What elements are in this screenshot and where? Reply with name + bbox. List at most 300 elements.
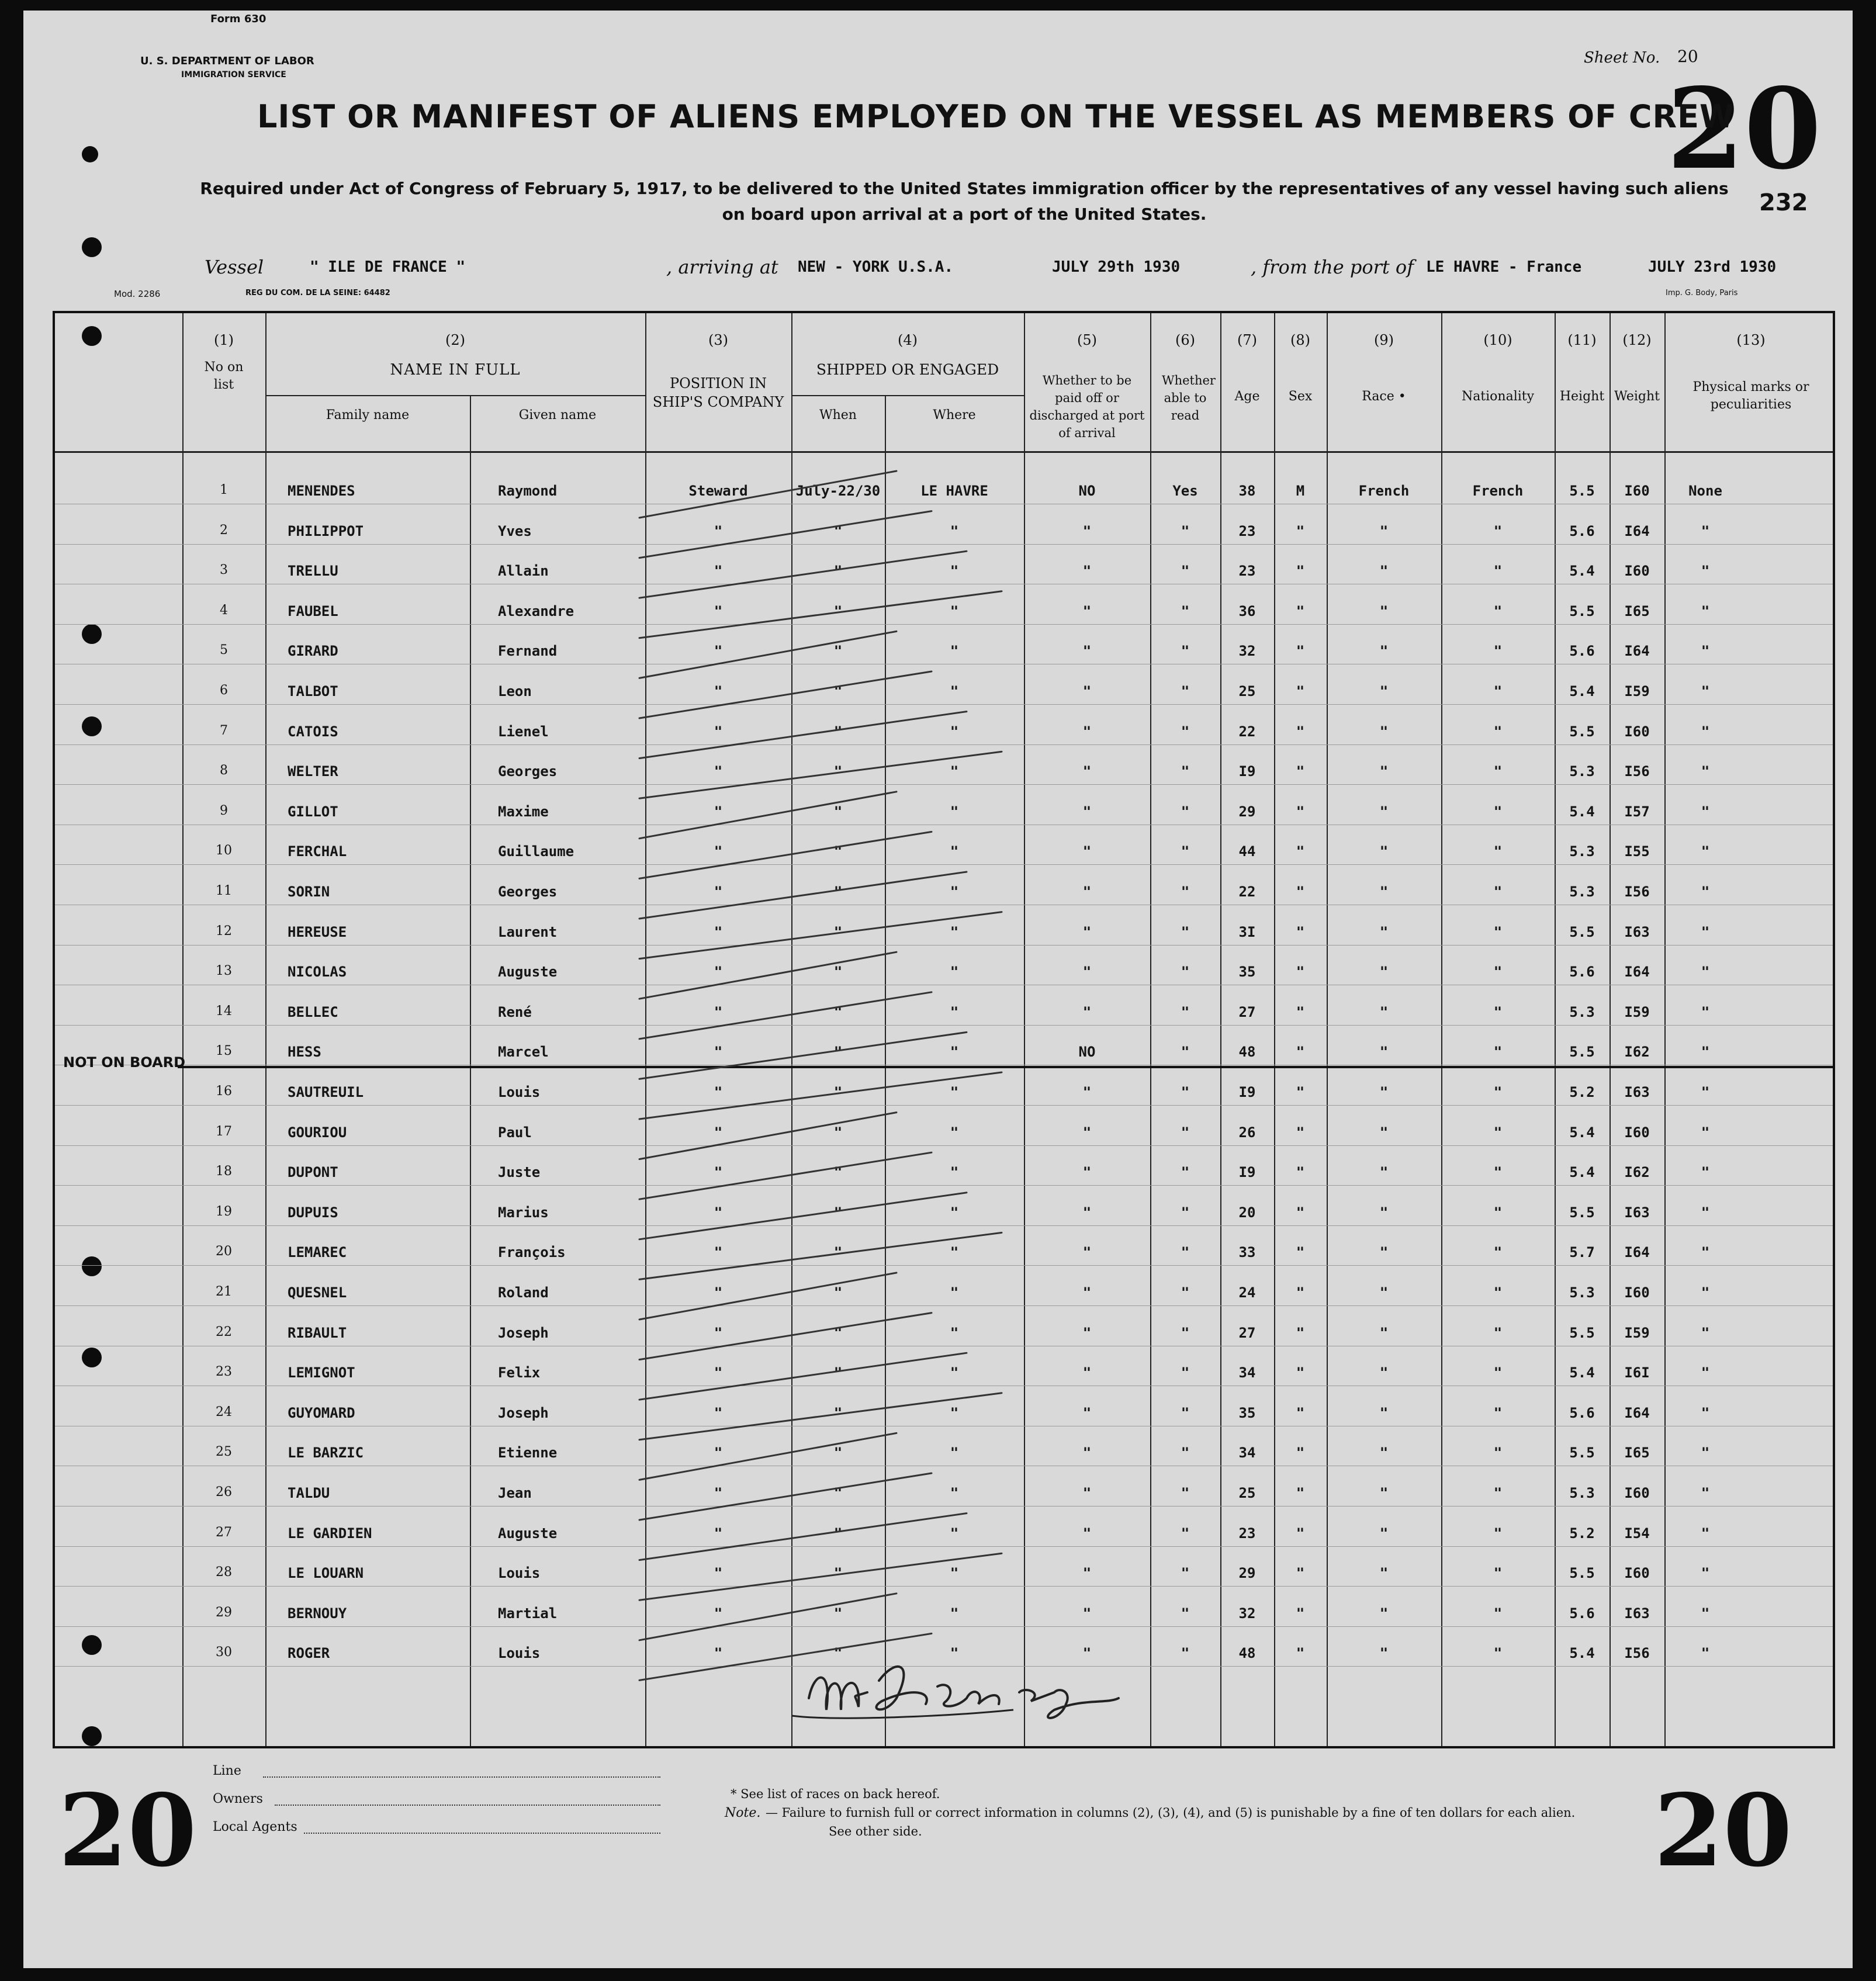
cell-when: " [833, 1044, 843, 1061]
cell-nationality: " [1493, 723, 1503, 740]
cell-weight: I59 [1624, 683, 1650, 699]
cell-race: " [1379, 683, 1389, 699]
cell-weight: I64 [1624, 1404, 1650, 1421]
cell-family: TALDU [288, 1485, 330, 1501]
cell-age: 48 [1238, 1645, 1256, 1662]
cell-nationality: " [1493, 1164, 1503, 1181]
cell-paid: " [1082, 1124, 1092, 1141]
cell-sex: " [1296, 1084, 1305, 1100]
cell-no: 9 [220, 803, 228, 818]
cell-paid: " [1082, 843, 1092, 860]
line-label: Line [213, 1764, 241, 1778]
cell-paid: " [1082, 1084, 1092, 1100]
departure-date: JULY 23rd 1930 [1648, 258, 1777, 276]
cell-weight: I60 [1624, 1124, 1650, 1141]
cell-sex: M [1296, 483, 1305, 499]
cell-sex: " [1296, 884, 1305, 900]
cell-no: 11 [216, 884, 232, 898]
cell-race: " [1379, 1445, 1389, 1461]
cell-given: René [498, 1003, 532, 1020]
cell-no: 13 [216, 964, 232, 979]
col-3-number: (3) [708, 332, 728, 348]
pencil-check [639, 952, 897, 999]
cell-when: " [833, 964, 843, 981]
cell-race: " [1379, 1324, 1389, 1341]
cell-marks: None [1688, 483, 1722, 499]
cell-position: " [714, 1003, 723, 1020]
cell-nationality: " [1493, 1364, 1503, 1381]
cell-marks: " [1701, 683, 1710, 699]
cell-nationality: " [1493, 1204, 1503, 1221]
cell-family: BELLEC [288, 1003, 338, 1020]
cell-race: " [1379, 1485, 1389, 1501]
cell-height: 5.4 [1569, 563, 1595, 580]
pencil-check [639, 1313, 932, 1360]
cell-sex: " [1296, 1044, 1305, 1061]
cell-no: 27 [216, 1525, 232, 1540]
pencil-check [639, 1553, 1002, 1600]
col-4-where-label: Where [933, 408, 976, 422]
cell-position: " [714, 1044, 723, 1061]
cell-age: 29 [1238, 803, 1256, 820]
cell-sex: " [1296, 723, 1305, 740]
pencil-check [639, 792, 897, 839]
cell-read: " [1181, 1485, 1190, 1501]
cell-sex: " [1296, 803, 1305, 820]
cell-given: Martial [498, 1605, 558, 1622]
cell-sex: " [1296, 1364, 1305, 1381]
col-10-label: Nationality [1461, 389, 1535, 404]
cell-paid: " [1082, 1605, 1092, 1622]
cell-given: Maxime [498, 803, 549, 820]
cell-race: " [1379, 1084, 1389, 1100]
agents-rule [304, 1833, 660, 1834]
pencil-check-marks [55, 313, 1837, 1751]
cell-sex: " [1296, 763, 1305, 780]
cell-nationality: " [1493, 964, 1503, 981]
cell-weight: I63 [1624, 923, 1650, 940]
cell-nationality: " [1493, 1485, 1503, 1501]
cell-race: " [1379, 923, 1389, 940]
cell-given: Louis [498, 1565, 541, 1582]
cell-paid: " [1082, 723, 1092, 740]
col-5-number: (5) [1077, 332, 1097, 348]
cell-weight: I63 [1624, 1605, 1650, 1622]
cell-family: GUYOMARD [288, 1404, 355, 1421]
cell-marks: " [1701, 843, 1710, 860]
cell-where: " [950, 1324, 959, 1341]
cell-when: " [833, 1525, 843, 1542]
cell-where: LE HAVRE [920, 483, 988, 499]
cell-paid: " [1082, 643, 1092, 660]
cell-no: 30 [216, 1645, 232, 1660]
cell-family: HESS [288, 1044, 321, 1061]
cell-when: " [833, 803, 843, 820]
officer-signature [780, 1646, 1142, 1745]
cell-race: " [1379, 1565, 1389, 1582]
cell-paid: " [1082, 1445, 1092, 1461]
cell-weight: I65 [1624, 1445, 1650, 1461]
pencil-check [639, 832, 932, 878]
cell-weight: I56 [1624, 1645, 1650, 1662]
cell-family: LE BARZIC [288, 1445, 364, 1461]
cell-family: QUESNEL [288, 1284, 347, 1301]
cell-sex: " [1296, 923, 1305, 940]
cell-sex: " [1296, 1445, 1305, 1461]
cell-weight: I56 [1624, 884, 1650, 900]
department-label: U. S. DEPARTMENT OF LABOR [140, 55, 314, 67]
pencil-check [639, 671, 932, 718]
cell-given: Jean [498, 1485, 532, 1501]
cell-no: 20 [216, 1244, 232, 1259]
cell-height: 5.6 [1569, 1404, 1595, 1421]
cell-marks: " [1701, 1485, 1710, 1501]
cell-weight: I54 [1624, 1525, 1650, 1542]
cell-nationality: " [1493, 683, 1503, 699]
cell-age: 22 [1238, 884, 1256, 900]
pencil-check [639, 912, 1002, 959]
cell-race: " [1379, 843, 1389, 860]
cell-weight: I64 [1624, 522, 1650, 539]
cell-marks: " [1701, 803, 1710, 820]
col-9-label: Race • [1362, 389, 1406, 404]
cell-height: 5.6 [1569, 522, 1595, 539]
cell-position: " [714, 1324, 723, 1341]
cell-nationality: " [1493, 803, 1503, 820]
pencil-check [639, 992, 932, 1039]
cell-nationality: " [1493, 1324, 1503, 1341]
cell-when: " [833, 1565, 843, 1582]
pencil-check [639, 631, 897, 678]
cell-no: 12 [216, 923, 232, 938]
pencil-check [639, 591, 1002, 638]
cell-where: " [950, 884, 959, 900]
cell-family: DUPUIS [288, 1204, 338, 1221]
vessel-value: " ILE DE FRANCE " [310, 258, 466, 276]
cell-family: FAUBEL [288, 602, 338, 619]
cell-sex: " [1296, 1605, 1305, 1622]
cell-no: 1 [220, 483, 228, 497]
cell-nationality: " [1493, 843, 1503, 860]
cell-age: 20 [1238, 1204, 1256, 1221]
cell-height: 5.4 [1569, 1124, 1595, 1141]
cell-no: 26 [216, 1485, 232, 1499]
cell-paid: " [1082, 1565, 1092, 1582]
arriving-value: NEW - YORK U.S.A. [798, 258, 954, 276]
cell-read: " [1181, 1204, 1190, 1221]
cell-weight: I60 [1624, 1485, 1650, 1501]
cell-age: 35 [1238, 964, 1256, 981]
cell-height: 5.5 [1569, 923, 1595, 940]
cell-when: " [833, 1485, 843, 1501]
cell-when: " [833, 763, 843, 780]
cell-marks: " [1701, 1284, 1710, 1301]
cell-nationality: " [1493, 522, 1503, 539]
cell-sex: " [1296, 1164, 1305, 1181]
cell-marks: " [1701, 1324, 1710, 1341]
page-title: LIST OR MANIFEST OF ALIENS EMPLOYED ON THE VESSEL AS MEMBERS OF CREW [257, 98, 1735, 135]
col-4-number: (4) [898, 332, 918, 348]
cell-where: " [950, 1284, 959, 1301]
cell-height: 5.2 [1569, 1084, 1595, 1100]
mod-number: Mod. 2286 [114, 289, 161, 299]
cell-when: " [833, 1324, 843, 1341]
arriving-label: , arriving at [666, 256, 778, 278]
cell-given: Laurent [498, 923, 558, 940]
cell-nationality: " [1493, 1565, 1503, 1582]
cell-read: " [1181, 884, 1190, 900]
cell-paid: " [1082, 563, 1092, 580]
cell-no: 2 [220, 522, 228, 538]
cell-read: " [1181, 602, 1190, 619]
cell-where: " [950, 643, 959, 660]
cell-where: " [950, 1525, 959, 1542]
cell-race: " [1379, 1244, 1389, 1261]
cell-family: PHILIPPOT [288, 522, 364, 539]
cell-read: " [1181, 1324, 1190, 1341]
cell-age: 23 [1238, 1525, 1256, 1542]
cell-no: 22 [216, 1324, 232, 1339]
cell-no: 8 [220, 763, 228, 778]
pencil-check [639, 551, 967, 598]
vessel-label: Vessel [205, 256, 264, 278]
cell-age: 36 [1238, 602, 1256, 619]
cell-marks: " [1701, 1164, 1710, 1181]
pencil-check [639, 471, 897, 518]
cell-paid: " [1082, 1204, 1092, 1221]
cell-where: " [950, 1605, 959, 1622]
cell-family: FERCHAL [288, 843, 347, 860]
col-1-label: No on list [204, 360, 244, 392]
cell-sex: " [1296, 1204, 1305, 1221]
cell-height: 5.6 [1569, 964, 1595, 981]
cell-position: " [714, 1284, 723, 1301]
pencil-check [639, 1393, 1002, 1440]
col-2-number: (2) [445, 332, 465, 348]
cell-read: " [1181, 843, 1190, 860]
cell-age: 25 [1238, 683, 1256, 699]
cell-nationality: " [1493, 884, 1503, 900]
cell-marks: " [1701, 1084, 1710, 1100]
pencil-check [639, 1072, 1002, 1119]
cell-where: " [950, 1485, 959, 1501]
cell-paid: NO [1078, 483, 1096, 499]
cell-height: 5.5 [1569, 1565, 1595, 1582]
cell-height: 5.2 [1569, 1525, 1595, 1542]
cell-paid: " [1082, 1525, 1092, 1542]
cell-age: I9 [1238, 1084, 1256, 1100]
cell-race: " [1379, 964, 1389, 981]
cell-race: " [1379, 1364, 1389, 1381]
cell-where: " [950, 723, 959, 740]
binder-hole [82, 146, 98, 162]
cell-when: " [833, 1284, 843, 1301]
cell-position: Steward [688, 483, 748, 499]
cell-age: 23 [1238, 522, 1256, 539]
required-line-2: on board upon arrival at a port of the United States. [722, 205, 1207, 224]
cell-given: Leon [498, 683, 532, 699]
cell-read: " [1181, 964, 1190, 981]
cell-position: " [714, 602, 723, 619]
cell-family: SAUTREUIL [288, 1084, 364, 1100]
cell-paid: " [1082, 1284, 1092, 1301]
from-port-label: , from the port of [1251, 256, 1414, 278]
cell-family: MENENDES [288, 483, 355, 499]
cell-where: " [950, 843, 959, 860]
footer-big-number-right: 20 [1654, 1772, 1792, 1889]
cell-race: " [1379, 1284, 1389, 1301]
col-6-number: (6) [1175, 332, 1195, 348]
cell-position: " [714, 1124, 723, 1141]
cell-given: Joseph [498, 1324, 549, 1341]
cell-marks: " [1701, 964, 1710, 981]
cell-read: " [1181, 522, 1190, 539]
cell-marks: " [1701, 1445, 1710, 1461]
cell-age: 23 [1238, 563, 1256, 580]
cell-race: " [1379, 1525, 1389, 1542]
owners-label: Owners [213, 1792, 263, 1806]
cell-given: Auguste [498, 964, 558, 981]
cell-paid: " [1082, 1485, 1092, 1501]
cell-weight: I60 [1624, 723, 1650, 740]
cell-where: " [950, 923, 959, 940]
cell-paid: " [1082, 602, 1092, 619]
cell-sex: " [1296, 964, 1305, 981]
cell-age: 22 [1238, 723, 1256, 740]
col-8-number: (8) [1290, 332, 1310, 348]
cell-where: " [950, 1124, 959, 1141]
cell-race: " [1379, 1044, 1389, 1061]
pencil-check [639, 1433, 897, 1480]
cell-position: " [714, 1084, 723, 1100]
col-11-number: (11) [1567, 332, 1597, 348]
cell-read: " [1181, 1445, 1190, 1461]
cell-weight: I60 [1624, 483, 1650, 499]
col-2-given-label: Given name [518, 408, 597, 422]
cell-age: 48 [1238, 1044, 1256, 1061]
cell-where: " [950, 1164, 959, 1181]
cell-when: " [833, 563, 843, 580]
cell-race: " [1379, 803, 1389, 820]
cell-height: 5.6 [1569, 643, 1595, 660]
col-13-number: (13) [1736, 332, 1766, 348]
cell-read: " [1181, 803, 1190, 820]
cell-no: 16 [216, 1084, 232, 1099]
cell-marks: " [1701, 1204, 1710, 1221]
cell-paid: " [1082, 1404, 1092, 1421]
cell-position: " [714, 522, 723, 539]
col-12-label: Weight [1614, 389, 1660, 404]
cell-paid: " [1082, 1164, 1092, 1181]
col-8-label: Sex [1288, 389, 1313, 404]
cell-no: 24 [216, 1404, 232, 1419]
cell-nationality: " [1493, 1124, 1503, 1141]
cell-no: 3 [220, 563, 228, 578]
cell-family: NICOLAS [288, 964, 347, 981]
cell-read: " [1181, 1525, 1190, 1542]
cell-height: 5.4 [1569, 1164, 1595, 1181]
pencil-check [639, 1594, 897, 1640]
cell-nationality: " [1493, 1525, 1503, 1542]
cell-weight: I63 [1624, 1204, 1650, 1221]
required-line-1: Required under Act of Congress of February 5, 1917, to be delivered to the United States immigration officer by the representatives of any vessel having such aliens [200, 179, 1729, 198]
cell-height: 5.4 [1569, 1645, 1595, 1662]
cell-sex: " [1296, 1324, 1305, 1341]
cell-when: " [833, 1244, 843, 1261]
cell-position: " [714, 1525, 723, 1542]
cell-family: DUPONT [288, 1164, 338, 1181]
cell-weight: I62 [1624, 1164, 1650, 1181]
cell-family: GILLOT [288, 803, 338, 820]
cell-position: " [714, 964, 723, 981]
arrival-date: JULY 29th 1930 [1052, 258, 1181, 276]
cell-no: 25 [216, 1445, 232, 1460]
cell-weight: I59 [1624, 1003, 1650, 1020]
pencil-check [639, 872, 967, 919]
cell-where: " [950, 1244, 959, 1261]
cell-nationality: " [1493, 1404, 1503, 1421]
cell-paid: " [1082, 964, 1092, 981]
cell-sex: " [1296, 1124, 1305, 1141]
cell-paid: " [1082, 683, 1092, 699]
cell-given: Etienne [498, 1445, 558, 1461]
cell-given: Marcel [498, 1044, 549, 1061]
cell-weight: I62 [1624, 1044, 1650, 1061]
cell-race: " [1379, 723, 1389, 740]
cell-when: " [833, 1404, 843, 1421]
registration-number: REG DU COM. DE LA SEINE: 64482 [245, 289, 390, 297]
cell-nationality: " [1493, 763, 1503, 780]
cell-family: LEMIGNOT [288, 1364, 355, 1381]
cell-marks: " [1701, 723, 1710, 740]
col-7-number: (7) [1237, 332, 1257, 348]
cell-family: LE GARDIEN [288, 1525, 372, 1542]
cell-position: " [714, 643, 723, 660]
cell-when: " [833, 1605, 843, 1622]
cell-position: " [714, 1364, 723, 1381]
cell-no: 18 [216, 1164, 232, 1179]
cell-weight: I57 [1624, 803, 1650, 820]
cell-race: " [1379, 522, 1389, 539]
pencil-check [639, 1113, 897, 1159]
note-text: — Failure to furnish full or correct information in columns (2), (3), (4), and (5) is punishable by a fine of ten dollars for each alien. [766, 1806, 1576, 1820]
cell-sex: " [1296, 1003, 1305, 1020]
cell-sex: " [1296, 1645, 1305, 1662]
cell-weight: I59 [1624, 1324, 1650, 1341]
cell-paid: " [1082, 884, 1092, 900]
cell-nationality: " [1493, 563, 1503, 580]
cell-marks: " [1701, 1364, 1710, 1381]
cell-given: Guillaume [498, 843, 574, 860]
cell-when: " [833, 683, 843, 699]
cell-marks: " [1701, 1605, 1710, 1622]
cell-given: Marius [498, 1204, 549, 1221]
pencil-check [639, 1273, 897, 1319]
cell-given: Juste [498, 1164, 541, 1181]
line-rule [263, 1776, 660, 1778]
cell-height: 5.7 [1569, 1244, 1595, 1261]
service-label: IMMIGRATION SERVICE [181, 70, 286, 79]
cell-read: " [1181, 1244, 1190, 1261]
cell-sex: " [1296, 1404, 1305, 1421]
cell-read: " [1181, 683, 1190, 699]
cell-no: 4 [220, 602, 228, 618]
cell-given: Louis [498, 1645, 541, 1662]
cell-weight: I65 [1624, 602, 1650, 619]
cell-paid: " [1082, 803, 1092, 820]
cell-read: Yes [1172, 483, 1198, 499]
cell-sex: " [1296, 522, 1305, 539]
